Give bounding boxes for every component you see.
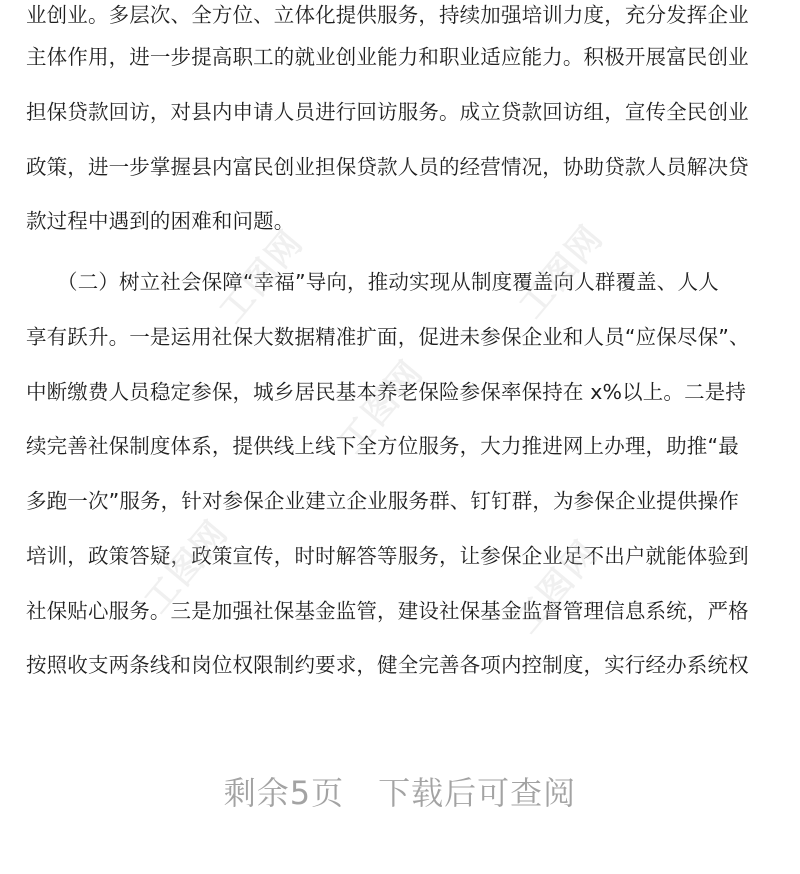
download-prompt[interactable] bbox=[0, 768, 800, 814]
remaining-pages-label: 剩余5页 bbox=[223, 774, 345, 812]
text-line: 培训，政策答疑，政策宣传，时时解答等服务，让参保企业足不出户就能体验到 bbox=[26, 543, 749, 568]
watermark: 工图网 bbox=[506, 532, 607, 641]
text-line: 按照收支两条线和岗位权限制约要求，健全完善各项内控制度，实行经办系统权 bbox=[26, 653, 749, 678]
text-line: （二）树立社会保障“幸福”导向，推动实现从制度覆盖向人群覆盖、人人 bbox=[26, 270, 719, 294]
text-line: 享有跃升。一是运用社保大数据精准扩面，促进未参保企业和人员“应保尽保”、 bbox=[26, 324, 750, 349]
watermark: 工图网 bbox=[331, 352, 432, 461]
text-line: 中断缴费人员稳定参保，城乡居民基本养老保险参保率保持在 x%以上。二是持 bbox=[26, 379, 747, 404]
text-line: 政策，进一步掌握县内富民创业担保贷款人员的经营情况，协助贷款人员解决贷 bbox=[26, 154, 749, 179]
text-line: 多跑一次”服务，针对参保企业建立企业服务群、钉钉群，为参保企业提供操作 bbox=[26, 489, 739, 513]
text-line: 担保贷款回访，对县内申请人员进行回访服务。成立贷款回访组，宣传全民创业 bbox=[26, 99, 749, 124]
text-line: 社保贴心服务。三是加强社保基金监管，建设社保基金监督管理信息系统，严格 bbox=[26, 598, 749, 623]
download-to-read-link[interactable]: 下载后可查阅 bbox=[378, 774, 577, 812]
text-line: 主体作用，进一步提高职工的就业创业能力和职业适应能力。积极开展富民创业 bbox=[26, 45, 749, 69]
watermark: 工图网 bbox=[211, 222, 312, 331]
watermark: 工图网 bbox=[511, 217, 612, 326]
watermark: 工图网 bbox=[136, 512, 237, 621]
text-line: 续完善社保制度体系，提供线上线下全方位服务，大力推进网上办理，助推“最 bbox=[26, 434, 739, 459]
text-line: 业创业。多层次、全方位、立体化提供服务，持续加强培训力度，充分发挥企业 bbox=[26, 3, 749, 27]
text-line: 款过程中遇到的困难和问题。 bbox=[26, 209, 295, 234]
document-body bbox=[26, 0, 776, 693]
